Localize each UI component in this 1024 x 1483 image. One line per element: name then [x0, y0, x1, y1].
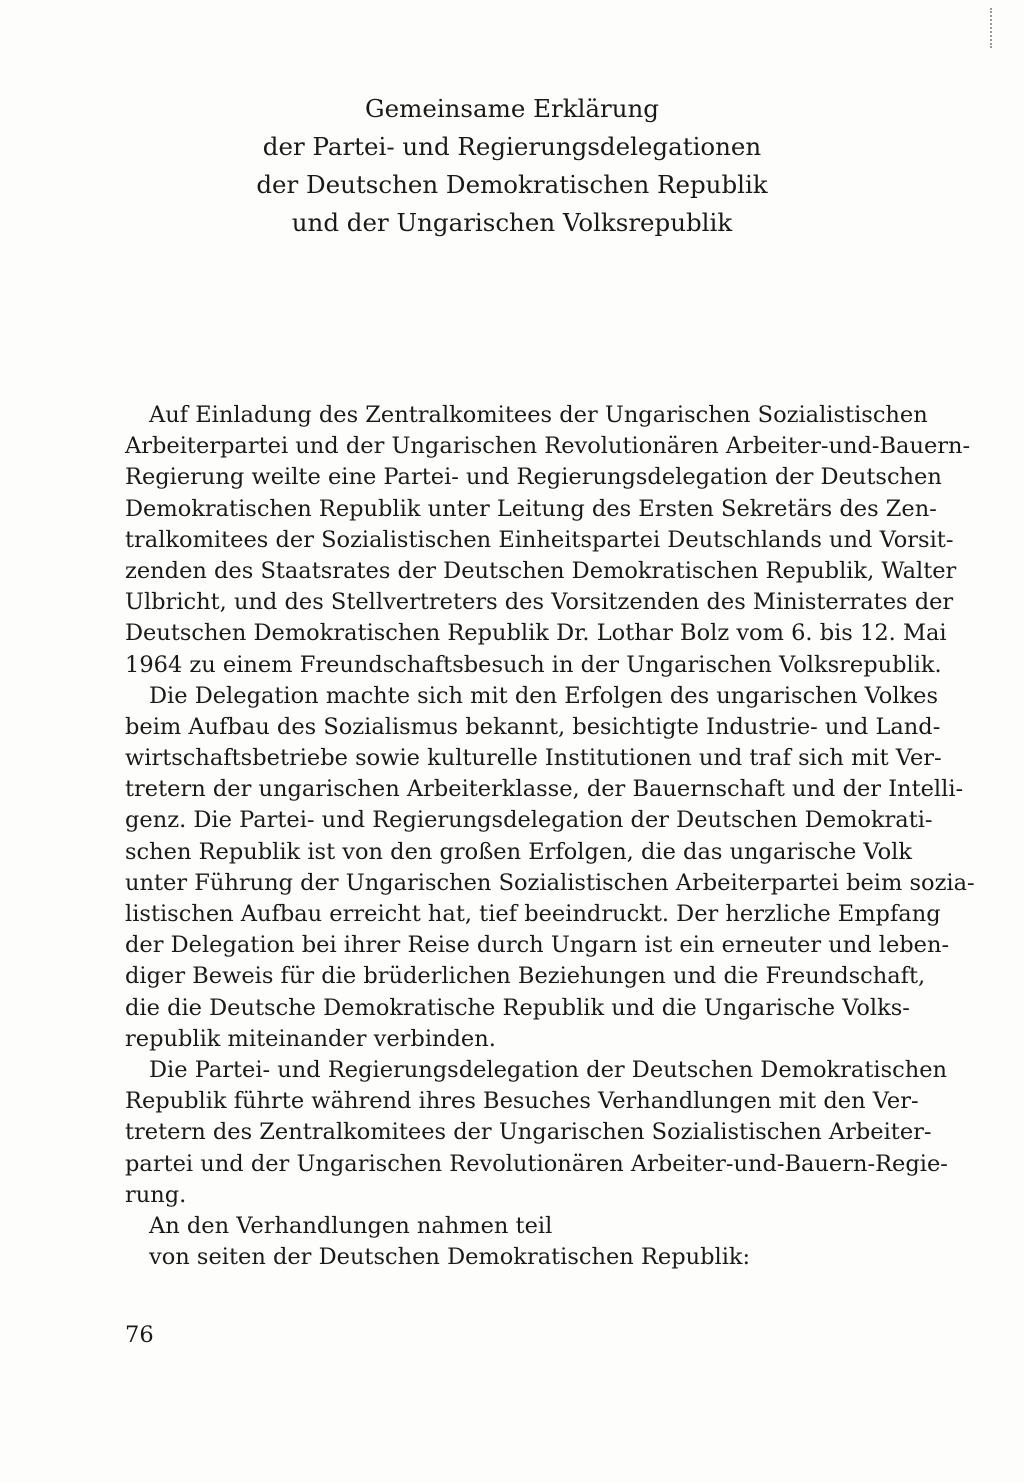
text-line: schen Republik ist von den großen Erfolgen, die das ungarische Volk — [125, 838, 912, 865]
text-line: der Delegation bei ihrer Reise durch Ungarn ist ein erneuter und leben- — [125, 932, 950, 959]
text-line: zenden des Staatsrates der Deutschen Demokratischen Republik, Walter — [125, 557, 957, 584]
paragraph-2 — [125, 681, 975, 1055]
text-line: die die Deutsche Demokratische Republik und die Ungarische Volks- — [125, 994, 910, 1021]
text-line: An den Verhandlungen nahmen teil — [149, 1212, 553, 1239]
title-line: der Partei- und Regierungsdelegationen — [262, 132, 762, 161]
text-line: Die Partei- und Regierungsdelegation der Deutschen Demokratischen — [149, 1056, 948, 1083]
text-line: von seiten der Deutschen Demokratischen Republik: — [149, 1244, 751, 1271]
page-number: 76 — [125, 1322, 154, 1348]
title-line: Gemeinsame Erklärung — [365, 94, 659, 123]
text-line: 1964 zu einem Freundschaftsbesuch in der Ungarischen Volksrepublik. — [125, 651, 942, 678]
text-line: Deutschen Demokratischen Republik Dr. Lothar Bolz vom 6. bis 12. Mai — [125, 620, 947, 647]
text-line: diger Beweis für die brüderlichen Beziehungen und die Freundschaft, — [125, 963, 926, 990]
title-line: der Deutschen Demokratischen Republik — [256, 170, 768, 199]
text-line: Ulbricht, und des Stellvertreters des Vorsitzenden des Ministerrates der — [125, 589, 954, 616]
text-line: Arbeiterpartei und der Ungarischen Revolutionären Arbeiter-und-Bauern- — [125, 433, 971, 460]
text-line: rung. — [125, 1181, 187, 1208]
paragraph-4 — [125, 1211, 907, 1273]
text-line: Republik führte während ihres Besuches Verhandlungen mit den Ver- — [125, 1088, 919, 1115]
text-line: unter Führung der Ungarischen Sozialistischen Arbeiterpartei beim sozia- — [125, 869, 975, 896]
text-line: Regierung weilte eine Partei- und Regierungsdelegation der Deutschen — [125, 464, 942, 491]
paragraph-1 — [125, 400, 971, 681]
text-line: partei und der Ungarischen Revolutionären Arbeiter-und-Bauern-Regie- — [125, 1150, 948, 1177]
text-line: beim Aufbau des Sozialismus bekannt, besichtigte Industrie- und Land- — [125, 713, 941, 740]
body-text — [125, 400, 975, 1273]
paragraph-3 — [125, 1055, 948, 1211]
text-line: Auf Einladung des Zentralkomitees der Ungarischen Sozialistischen — [149, 402, 928, 428]
title-line: und der Ungarischen Volksrepublik — [291, 208, 733, 237]
text-line: tretern des Zentralkomitees der Ungarischen Sozialistischen Arbeiter- — [125, 1119, 932, 1146]
document-title — [0, 90, 1024, 242]
text-line: Die Delegation machte sich mit den Erfolgen des ungarischen Volkes — [149, 682, 939, 709]
text-line: wirtschaftsbetriebe sowie kulturelle Institutionen und traf sich mit Ver- — [125, 745, 942, 772]
text-line: listischen Aufbau erreicht hat, tief beeindruckt. Der herzliche Empfang — [125, 901, 941, 927]
text-line: Demokratischen Republik unter Leitung des Ersten Sekretärs des Zen- — [125, 495, 937, 522]
text-line: genz. Die Partei- und Regierungsdelegation der Deutschen Demokrati- — [125, 807, 933, 834]
text-line: tralkomitees der Sozialistischen Einheitspartei Deutschlands und Vorsit- — [125, 526, 954, 553]
scan-edge-mark — [990, 8, 994, 48]
text-line: republik miteinander verbinden. — [125, 1025, 496, 1052]
text-line: tretern der ungarischen Arbeiterklasse, der Bauernschaft und der Intelli- — [125, 776, 964, 803]
